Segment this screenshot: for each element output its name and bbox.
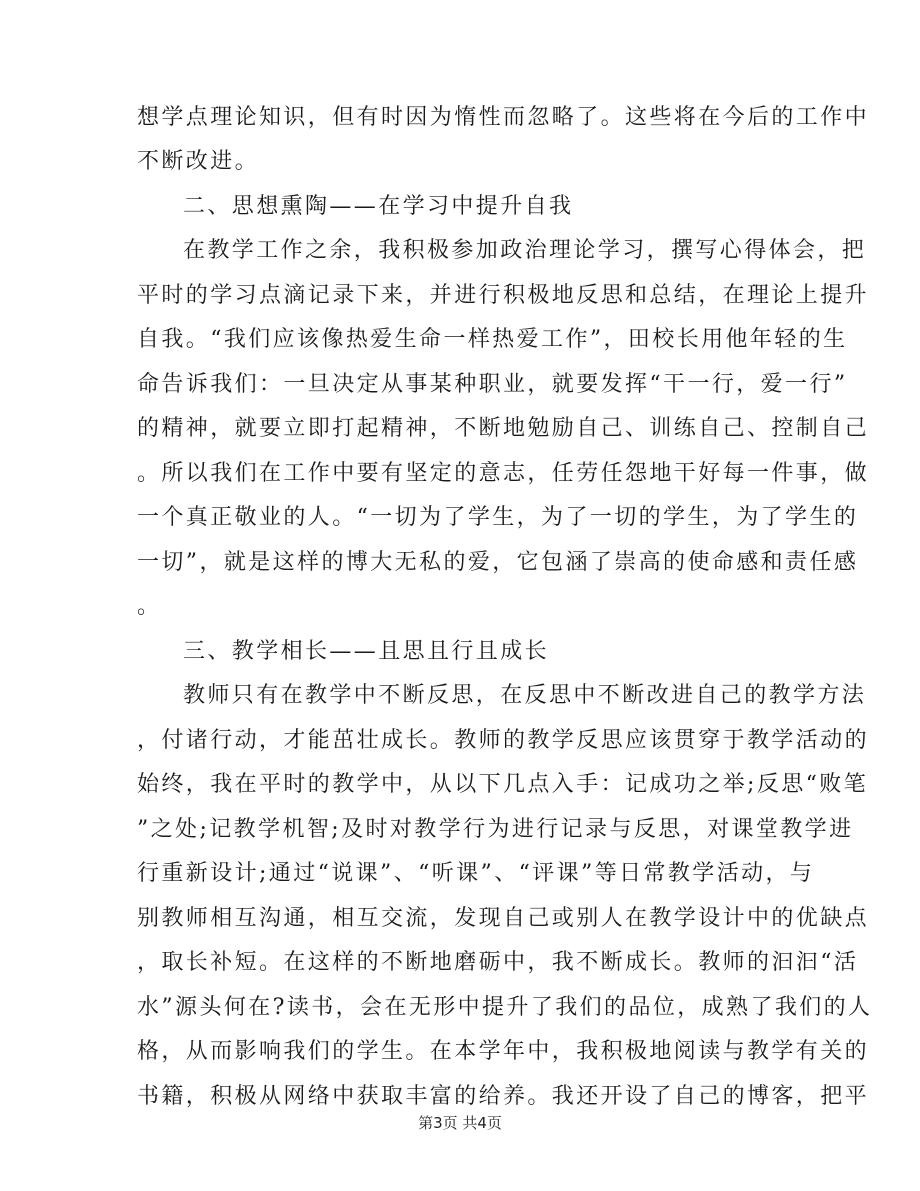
paragraph-line: 在教学工作之余，我积极参加政治理论学习，撰写心得体会，把	[183, 238, 867, 263]
paragraph-line: ，取长补短。在这样的不断地磨砺中，我不断成长。教师的汩汩“活	[137, 950, 859, 975]
paragraph-line: 别教师相互沟通，相互交流，发现自己或别人在教学设计中的优缺点	[137, 906, 870, 931]
paragraph-line: 书籍，积极从网络中获取丰富的给养。我还开设了自己的博客，把平	[137, 1084, 870, 1109]
paragraph-line: 自我。“我们应该像热爱生命一样热爱工作”，田校长用他年轻的生	[137, 327, 848, 352]
section-heading-3: 三、教学相长——且思且行且成长	[183, 639, 550, 664]
paragraph-line: 。	[137, 594, 162, 619]
paragraph-line: 水”源头何在?读书，会在无形中提升了我们的品位，成熟了我们的人	[137, 995, 873, 1020]
page-number: 第3页 共4页	[418, 1114, 502, 1132]
paragraph-line: 格，从而影响我们的学生。在本学年中，我积极地阅读与教学有关的	[137, 1039, 870, 1064]
paragraph-line: 行重新设计;通过“说课”、“听课”、“评课”等日常教学活动，与	[137, 861, 815, 886]
paragraph-line: 教师只有在教学中不断反思，在反思中不断改进自己的教学方法	[183, 683, 867, 708]
paragraph-line: 想学点理论知识，但有时因为惰性而忽略了。这些将在今后的工作中	[137, 105, 870, 130]
paragraph-line: 一个真正敬业的人。“一切为了学生，为了一切的学生，为了学生的	[137, 505, 859, 530]
paragraph-line: ，付诸行动，才能茁壮成长。教师的教学反思应该贯穿于教学活动的	[137, 728, 870, 753]
paragraph-line: 。所以我们在工作中要有坚定的意志，任劳任怨地干好每一件事，做	[137, 461, 870, 486]
section-heading-2: 二、思想熏陶——在学习中提升自我	[183, 194, 574, 219]
paragraph-line: 不断改进。	[137, 149, 260, 174]
paragraph-line: 的精神，就要立即打起精神，不断地勉励自己、训练自己、控制自己	[137, 416, 870, 441]
paragraph-line: 始终，我在平时的教学中，从以下几点入手：记成功之举;反思“败笔	[137, 772, 869, 797]
paragraph-line: 命告诉我们：一旦决定从事某种职业，就要发挥“干一行，爱一行”	[137, 372, 848, 397]
paragraph-line: ”之处;记教学机智;及时对教学行为进行记录与反思，对课堂教学进	[137, 817, 854, 842]
paragraph-line: 一切”，就是这样的博大无私的爱，它包涵了崇高的使命感和责任感	[137, 550, 859, 575]
paragraph-line: 平时的学习点滴记录下来，并进行积极地反思和总结，在理论上提升	[137, 283, 870, 308]
